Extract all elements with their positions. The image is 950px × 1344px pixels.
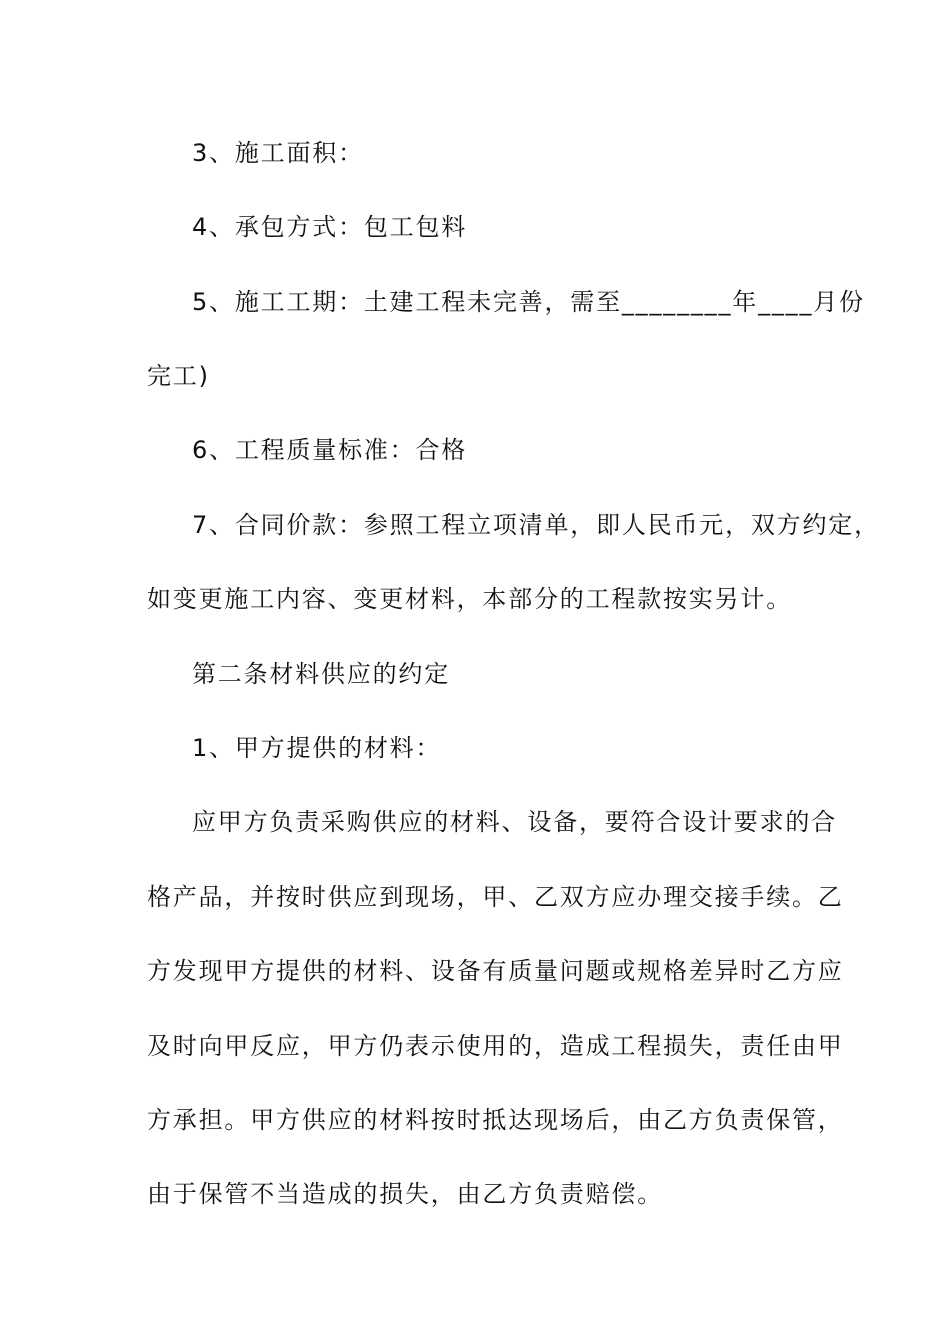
text-line: 完工)	[147, 362, 210, 390]
text-line: 应甲方负责采购供应的材料、设备，要符合设计要求的合	[192, 808, 837, 836]
text-line: 6、工程质量标准：合格	[192, 436, 468, 464]
text-line: 方承担。甲方供应的材料按时抵达现场后，由乙方负责保管，	[147, 1106, 844, 1134]
text-line: 由于保管不当造成的损失，由乙方负责赔偿。	[147, 1180, 663, 1208]
text-line: 3、施工面积：	[192, 139, 364, 167]
text-line: 5、施工工期：土建工程未完善，需至________年____月份	[192, 288, 865, 316]
text-line: 方发现甲方提供的材料、设备有质量问题或规格差异时乙方应	[147, 957, 844, 985]
text-line: 及时向甲反应，甲方仍表示使用的，造成工程损失，责任由甲	[147, 1032, 844, 1060]
text-line: 格产品，并按时供应到现场，甲、乙双方应办理交接手续。乙	[147, 883, 844, 911]
text-line: 1、甲方提供的材料：	[192, 734, 442, 762]
text-line: 4、承包方式：包工包料	[192, 213, 468, 241]
section-heading: 第二条材料供应的约定	[192, 660, 450, 688]
text-line: 如变更施工内容、变更材料，本部分的工程款按实另计。	[147, 585, 792, 613]
text-line: 7、合同价款：参照工程立项清单，即人民币元，双方约定，	[192, 511, 880, 539]
